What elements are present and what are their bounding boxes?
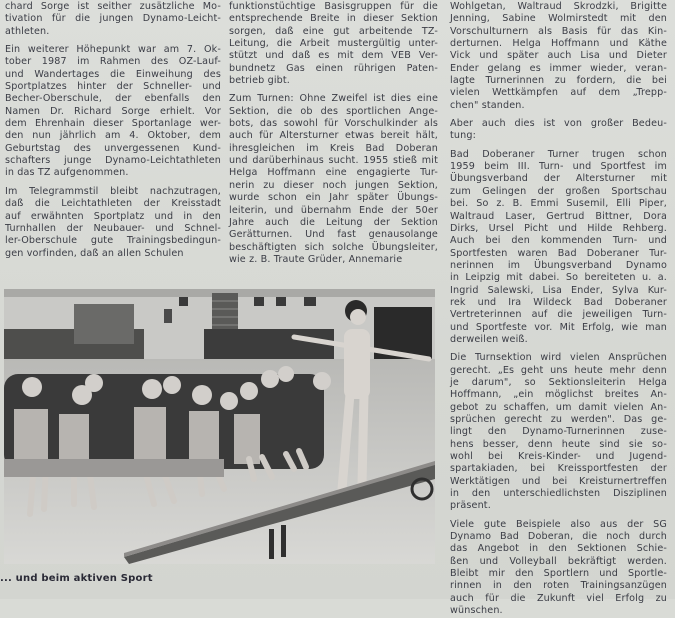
text-line: das Angebot in den Sektionen Schie- [450,543,667,555]
text-line: derturnen. Helga Hoffmann und Käthe [450,38,667,50]
text-line: bei. So z. B. Emmi Susemil, Elli Piper, [450,198,667,210]
text-line: Gerätturnen. Und fast genausolange [229,229,438,241]
text-line: spartakiaden, bei Kreissportfesten der [450,463,667,475]
text-line: auch für Altersturner etwas bereit hält, [229,130,438,142]
text-line: Auch bei den kommenden Turn- und [450,235,667,247]
text-line: Geburtstag des unvergessenen Kund- [5,142,221,154]
text-line: Waltraud Laser, Gertrud Bittner, Dora [450,210,667,222]
text-line: Wohlgetan, Waltraud Skrodzki, Brigitte [450,1,667,12]
text-line: Ingrid Salewski, Lisa Ender, Sylva Kur- [450,284,667,296]
text-line: hens besser, denn heute sind sie so- [450,438,667,450]
text-line: rinnen in den roten Trainingsanzügen [450,580,667,592]
text-line: dem Ehrenhain dieser Sportanlage wer- [5,118,221,130]
text-line: Sportplatzes hinter der Schneller- und [5,81,221,93]
text-line: nerinnen im Übungsverband Dynamo [450,259,667,271]
text-line: Bad Doberaner Turner trugen schon [450,148,667,160]
text-column-3 [450,1,667,618]
text-line: Jenning, Sabine Wolmirstedt mit den [450,13,667,25]
paragraph [229,93,438,266]
text-line: betrieb gibt. [229,75,291,87]
text-line: bundnetz Gas einen rührigen Paten- [229,62,438,74]
text-line: ler-Oberschule gute Trainingsbedingun- [5,235,221,247]
text-line: beschäftigten sich solche Übungsleiter, [229,241,438,253]
text-line: wie z. B. Traute Grüder, Annemarie [229,253,403,265]
text-line: gen vorfinden, daß an allen Schulen [5,247,184,259]
text-line: leiterin, und übernahm Ende der 50er [229,204,438,216]
text-line: Namen Dr. Richard Sorge erhielt. Vor [5,105,221,117]
text-line: und Sportfeste vor. Mit Erfolg, wie man [450,321,667,333]
text-line: Dirks, Ursel Picht und Hilde Rehberg. [450,222,667,234]
text-line: athleten. [5,25,50,37]
text-line: schafters junge Dynamo-Leichtathleten [5,155,221,167]
text-line: Vick und später auch Lisa und Dieter [450,50,667,62]
text-line: Leitung, die Arbeit mustergültig unter- [229,38,438,50]
paragraph [450,1,667,112]
text-line: chard Sorge ist seither zusätzliche Mo- [5,1,221,12]
paragraph [450,352,667,512]
paragraph [5,186,221,260]
text-line: wünschen. [450,605,503,617]
text-line: Aber auch dies ist von großer Bedeu- [450,118,667,130]
text-line: daß die Leichtathleten der Kreisstadt [5,198,221,210]
text-line: Sektion, die ob des sportlichen Ange- [229,105,438,117]
text-line: Die Turnsektion wird vielen Ansprüchen [450,352,667,364]
text-line: Jahre auch die Leitung der Sektion [229,216,438,228]
background-crowd [204,329,334,359]
paragraph [5,44,221,180]
text-line: Bleibt mir den Sportlern und Sportle- [450,568,667,580]
text-line: vielen Wettkämpfen auf dem „Trepp- [450,87,667,99]
text-line: gebot zu schaffen, um damit vielen An- [450,401,667,413]
text-line: entsprechende Breite in dieser Sektion [229,13,438,25]
text-line: stützt und daß es mit dem VEB Ver- [229,50,438,62]
text-line: tober 1987 im Rahmen des OZ-Lauf- [5,56,221,68]
text-line: 1959 beim III. Turn- und Sportfest im [450,161,667,173]
paragraph [5,1,221,38]
text-line: bots, das sowohl für Vorschulkinder als [229,118,438,130]
text-line: Becher-Oberschule, der ebenfalls den [5,93,221,105]
text-line: Turnhallen der Neubauer- und Schnel- [5,222,221,234]
text-line: Ein weiterer Höhepunkt war am 7. Ok- [5,44,221,56]
text-line: tivation für die jungen Dynamo-Leicht- [5,13,221,25]
text-line: und Wandertages die Einweihung des [5,68,221,80]
text-line: Zum Turnen: Ohne Zweifel ist dies eine [229,93,438,105]
text-line: rek und Ira Wildeck Bad Doberaner [450,296,667,308]
text-line: Viele gute Beispiele also aus der SG [450,518,667,530]
text-line: gerecht. „Es geht uns heute mehr denn [450,364,667,376]
text-line: je darum", so Sektionsleiterin Helga [450,376,667,388]
text-line: den nun jährlich am 4. Oktober, dem [5,130,221,142]
gymnastics-photo [4,289,435,564]
text-line: ßen und Volleyball bekräftigt werden. [450,555,667,567]
text-line: derweilen weiß. [450,333,528,345]
text-line: Sportfesten waren Bad Doberaner Tur- [450,247,667,259]
text-line: sprüchen gerecht zu werden". Das ge- [450,414,667,425]
text-line: Im Telegrammstil bleibt nachzutragen, [5,185,221,197]
text-column-1 [5,1,221,260]
text-line: ihresgleichen im Kreis Bad Doberan [229,142,438,154]
paragraph [450,519,667,618]
paragraph [450,149,667,347]
text-line: Vertreterinnen auf die jeweiligen Turn- [450,309,667,321]
text-line: chen" standen. [450,99,525,111]
text-line: auf erwähnten Sportplatz und in den [5,210,221,222]
text-line: Werktätigen und bei Kreisturnertreffen [450,475,667,487]
gymnastics-photo-image [4,289,435,564]
photo-caption: ... und beim aktiven Sport [0,573,153,584]
text-line: und darüberhinaus sucht. 1955 stieß mit [229,155,438,167]
text-line: tung: [450,130,476,142]
paragraph [229,1,438,87]
text-column-2 [229,1,438,266]
text-line: auch für die Zukunft viel Erfolg zu [450,592,667,604]
text-line: in das TZ aufgenommen. [5,167,129,179]
text-line: funktionstüchtige Basisgruppen für die [229,1,438,12]
text-line: sorgen, daß eine gut arbeitende TZ- [229,25,438,37]
text-line: Helga Hoffmann eine engagierte Tur- [229,167,438,179]
text-line: zum Gelingen der großen Sportschau [450,185,667,197]
text-line: Dynamo Bad Doberan, die noch durch [450,531,667,543]
text-line: Ender gelang es immer wieder, veran- [450,62,667,74]
text-line: präsent. [450,500,491,512]
text-line: wurde schon ein Jahr später Übungs- [229,192,438,204]
text-line: lingt den Dynamo-Turnerinnen zuse- [450,426,667,438]
text-line: Hoffmann, „ein möglichst breites An- [450,389,667,401]
text-line: in den unterschiedlichsten Disziplinen [450,488,667,500]
text-line: wohl bei Kreis-Kinder- und Jugend- [450,451,667,463]
text-line: lagte Turnerinnen zu fordern, die bei [450,75,667,87]
paragraph [450,118,667,143]
text-line: in Leipzig mit dabei. So bereiteten u. a. [450,272,667,284]
text-line: Vorschulturnern als Basis für das Kin- [450,25,667,37]
text-line: nerin zu dieser noch jungen Sektion, [229,179,438,191]
text-line: Übungsverband der Altersturner mit [450,173,667,185]
